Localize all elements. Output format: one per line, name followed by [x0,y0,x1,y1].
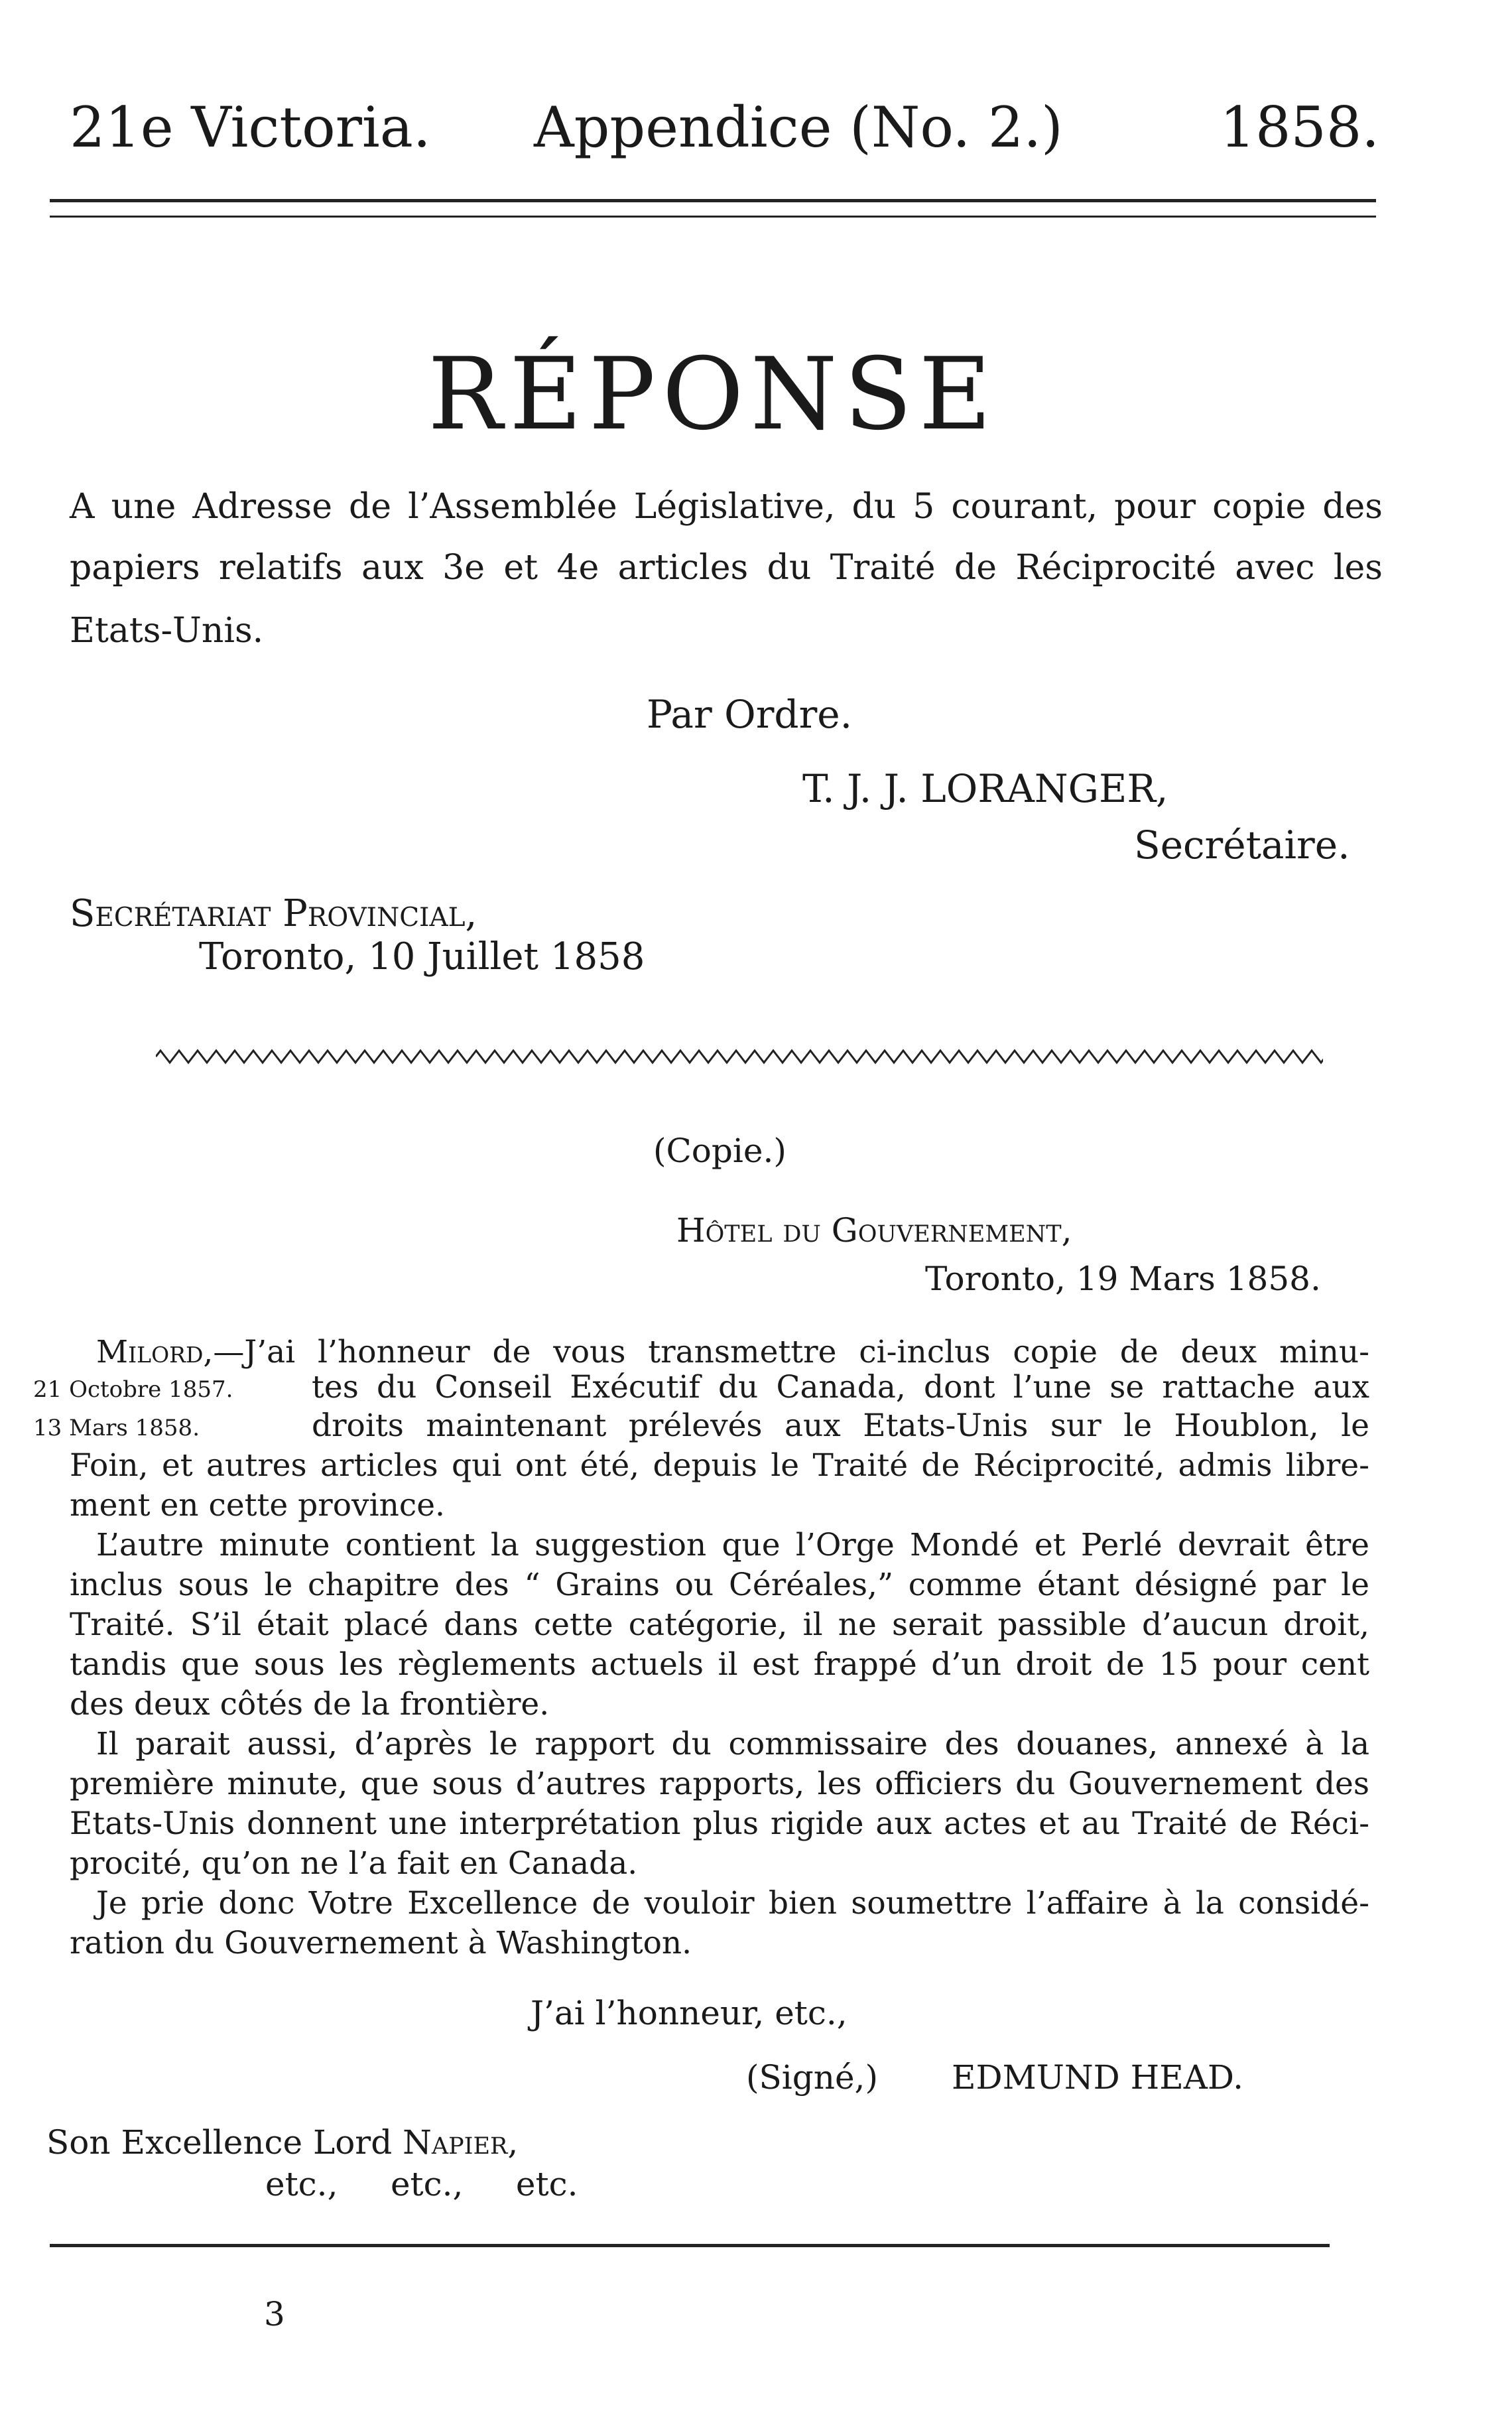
letter-line-11: Il parait aussi, d’après le rapport du commissaire des douanes, annexé à la [96,1726,1369,1762]
intro-line-2: papiers relatifs aux 3e et 4e articles du Traité de Réciprocité avec les [70,548,1383,588]
page-number: 3 [264,2295,285,2333]
letter-line-14: procité, qu’on ne l’a fait en Canada. [70,1845,638,1882]
letter-line-6: L’autre minute contient la suggestion que l’Orge Mondé et Perlé devrait être [96,1527,1369,1563]
signatory-role: Secrétaire. [1134,822,1350,868]
addressee [46,2123,519,2162]
margin-note-date-1: 21 Octobre 1857. [33,1376,233,1403]
running-header-center: Appendice (No. 2.) [534,95,1063,160]
intro-line-3: Etats-Unis. [70,611,264,651]
addressee-prefix: Son Excellence Lord [46,2123,403,2162]
letter-line-8: Traité. S’il était placé dans cette catégorie, il ne serait passible d’aucun droit, [70,1606,1369,1643]
page-title: RÉPONSE [428,337,998,452]
letter-line-9: tandis que sous les règlements actuels il est frappé d’un droit de 15 pour cent [70,1646,1369,1683]
etc-line: etc., etc., etc. [265,2165,578,2203]
letter-line-10: des deux côtés de la frontière. [70,1686,550,1723]
letter-line-12: première minute, que sous d’autres rapports, les officiers du Gouvernement des [70,1766,1369,1802]
letter-line-13: Etats-Unis donnent une interprétation plus rigide aux actes et au Traité de Réci- [70,1805,1369,1842]
letter-line-16: ration du Gouvernement à Washington. [70,1925,692,1961]
running-header-left: 21e Victoria. [70,95,431,160]
letter-line-1-text: —J’ai l’honneur de vous transmettre ci-inclus copie de deux minu- [213,1334,1369,1370]
letter-line-4: Foin, et autres articles qui ont été, depuis le Traité de Réciprocité, admis libre- [70,1447,1369,1484]
letter-line-2: tes du Conseil Exécutif du Canada, dont l’une se rattache aux [312,1369,1369,1405]
letter-line-7: inclus sous le chapitre des “ Grains ou Céréales,” comme étant désigné par le [70,1567,1369,1603]
running-header-right: 1858. [1220,95,1379,160]
copy-label: (Copie.) [653,1132,787,1170]
office-name: Secrétariat Provincial, [70,892,477,935]
intro-line-1: A une Adresse de l’Assemblée Législative, du 5 courant, pour copie des [70,487,1383,527]
letter-line-3: droits maintenant prélevés aux Etats-Unis sur le Houblon, le [312,1407,1369,1444]
par-ordre: Par Ordre. [647,692,853,737]
letter-line-5: ment en cette province. [70,1487,445,1524]
letter-place-date: Toronto, 19 Mars 1858. [925,1260,1321,1298]
signed-label: (Signé,) [746,2058,878,2097]
wavy-divider [156,1047,1323,1067]
signatory-name: T. J. J. LORANGER, [802,766,1168,811]
header-double-rule [50,199,1376,218]
letter-line-15: Je prie donc Votre Excellence de vouloir bien soumettre l’affaire à la considé- [96,1885,1369,1922]
letter-signer: EDMUND HEAD. [952,2058,1244,2097]
office-place-date: Toronto, 10 Juillet 1858 [199,935,645,978]
addressee-name: Napier, [403,2123,519,2162]
letter-line-1 [96,1334,1369,1370]
footer-rule [50,2244,1330,2247]
letter-origin: Hôtel du Gouvernement, [676,1211,1072,1250]
margin-note-date-2: 13 Mars 1858. [33,1415,200,1441]
closing-formula: J’ai l’honneur, etc., [531,1994,848,2032]
salutation: Milord, [96,1334,214,1370]
